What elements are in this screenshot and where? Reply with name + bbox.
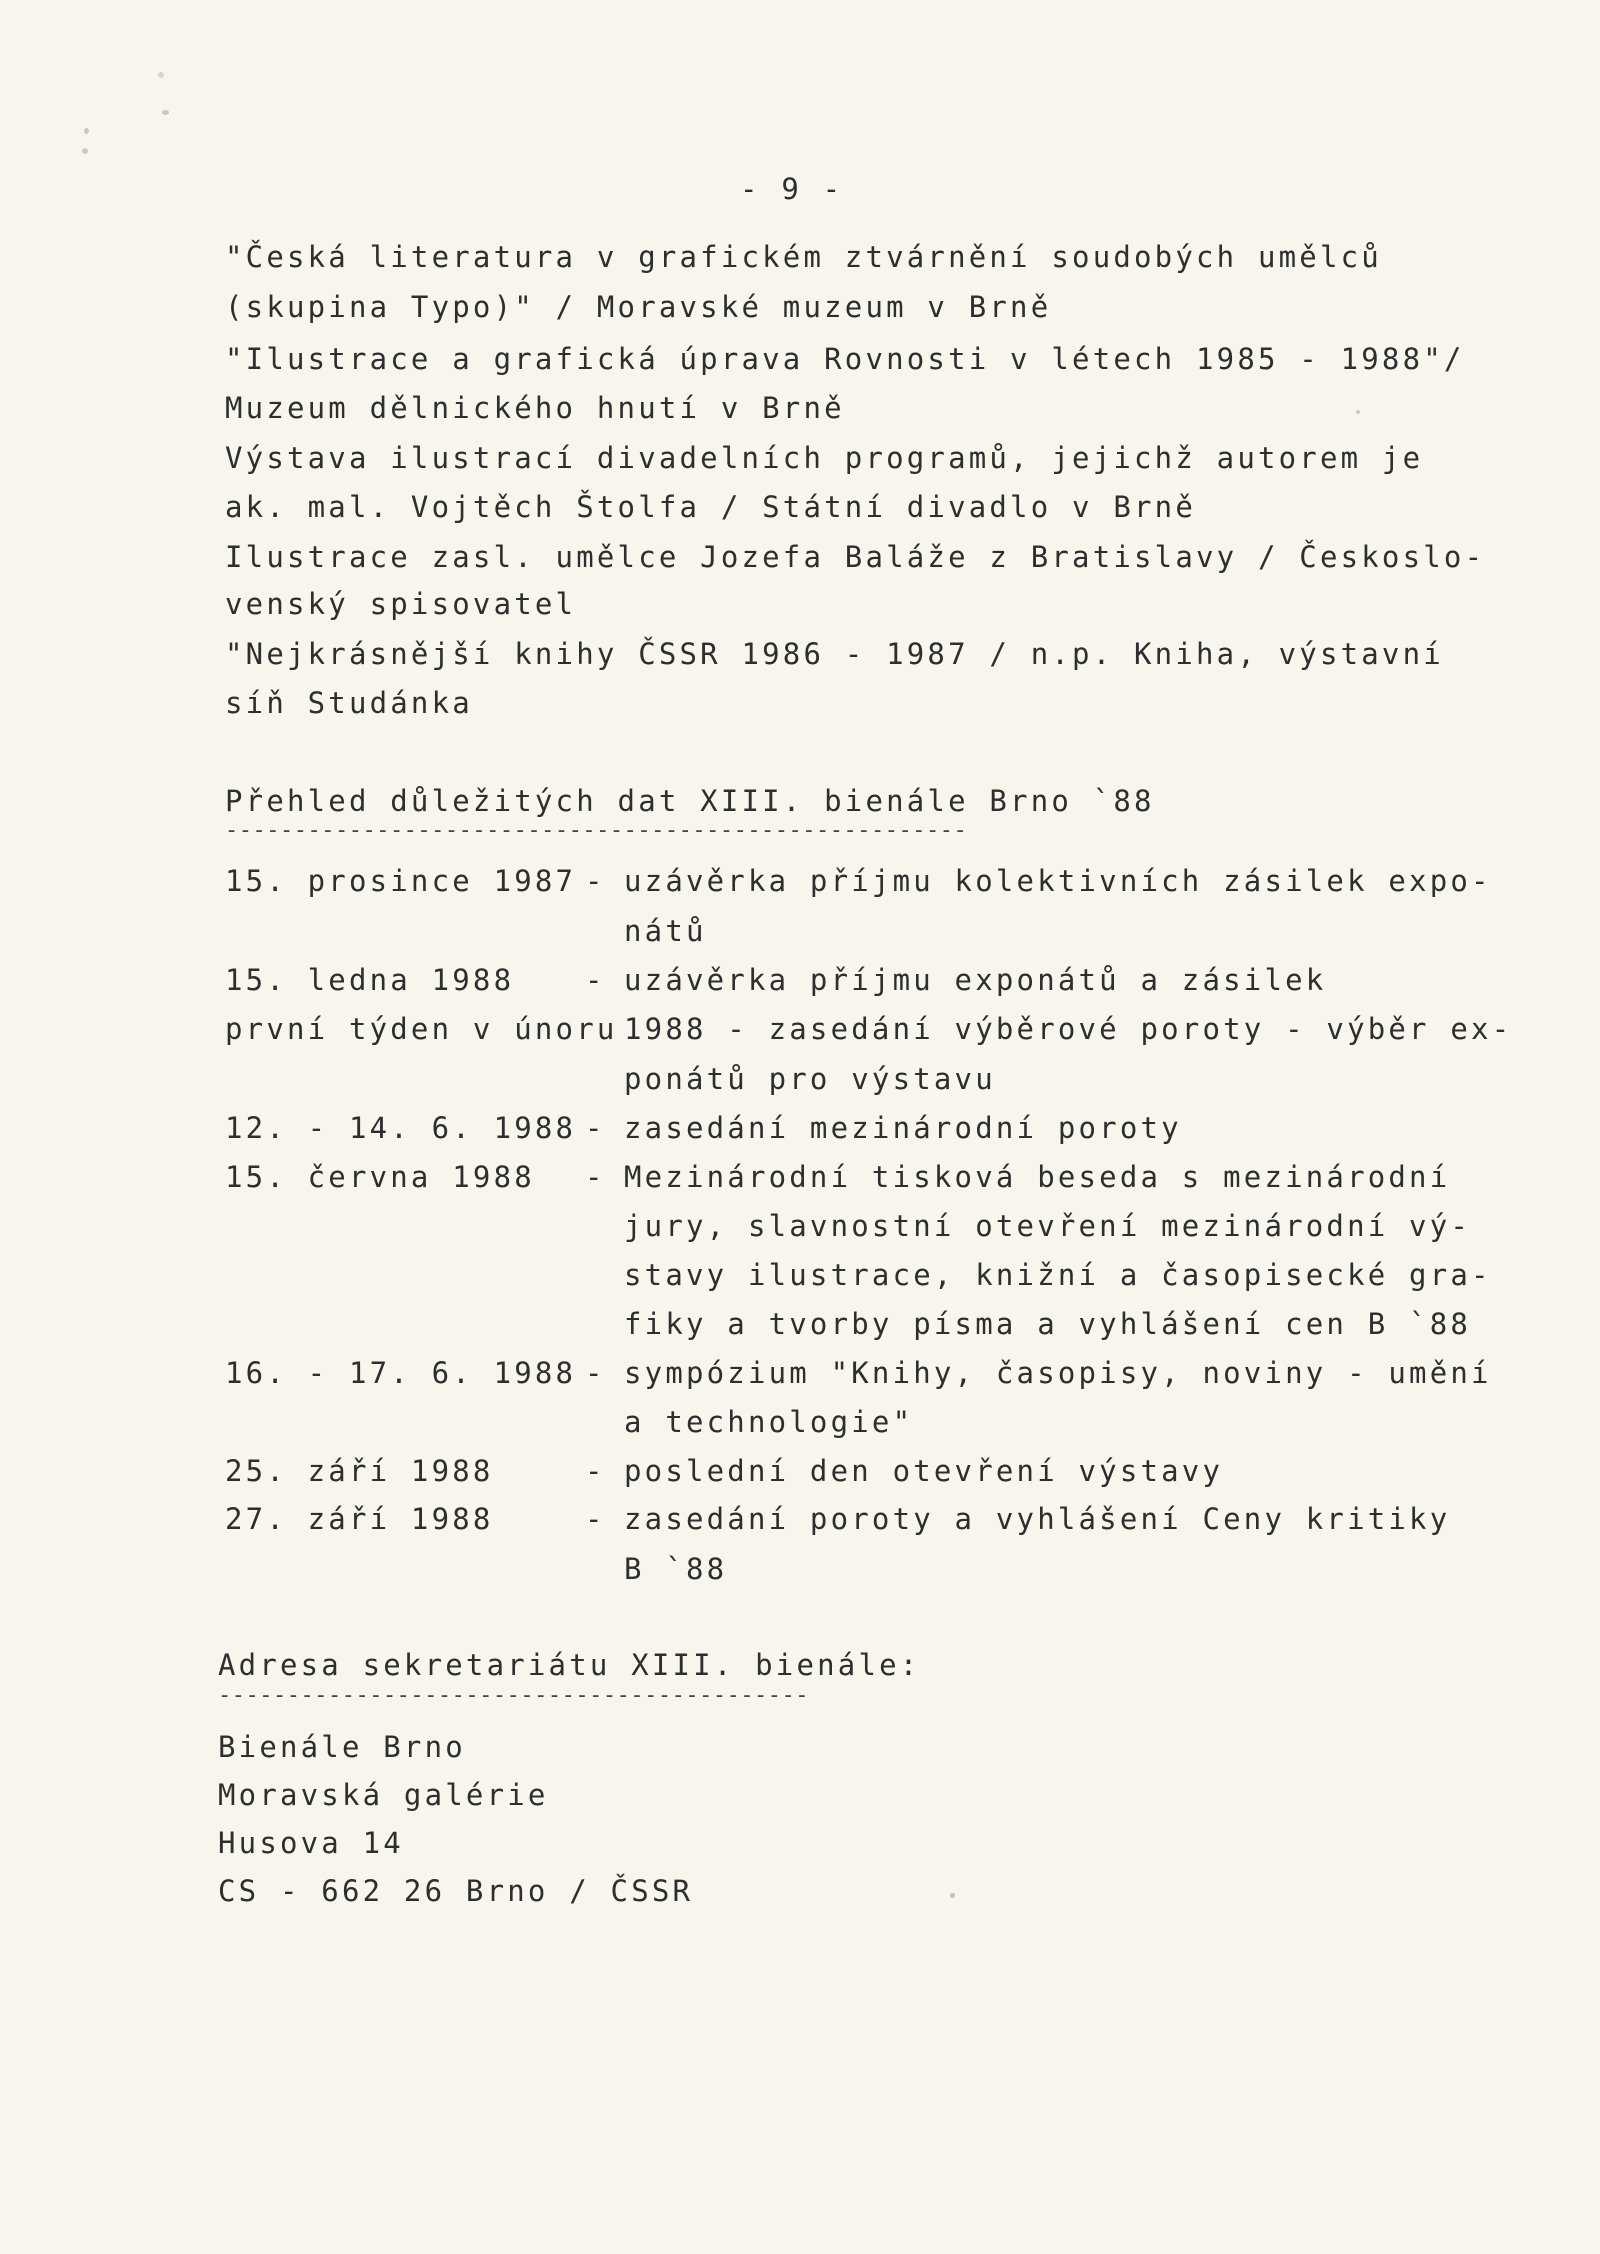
exhibition-line: síň Studánka (225, 686, 473, 720)
schedule-text: 1988 - zasedání výběrové poroty - výběr ex- (624, 1012, 1513, 1046)
schedule-text: uzávěrka příjmu kolektivních zásilek expo- (624, 864, 1492, 898)
exhibition-line: Muzeum dělnického hnutí v Brně (225, 391, 845, 425)
schedule-text: zasedání mezinárodní poroty (624, 1111, 1182, 1145)
address-line: Husova 14 (218, 1826, 404, 1860)
schedule-text: poslední den otevření výstavy (624, 1454, 1224, 1488)
schedule-dash: - (585, 963, 606, 997)
paper-mark (162, 110, 169, 115)
schedule-dash: - (585, 864, 606, 898)
exhibition-line: "Nejkrásnější knihy ČSSR 1986 - 1987 / n.p. Kniha, výstavní (225, 637, 1444, 671)
exhibition-line: Výstava ilustrací divadelních programů, jejichž autorem je (225, 441, 1424, 475)
schedule-text: B `88 (624, 1552, 728, 1586)
paper-mark (1356, 410, 1360, 414)
schedule-text: stavy ilustrace, knižní a časopisecké gra- (624, 1258, 1492, 1292)
schedule-text: nátů (624, 914, 707, 948)
exhibition-line: "Ilustrace a grafická úprava Rovnosti v létech 1985 - 1988"/ (225, 342, 1465, 376)
schedule-dash: - (585, 1454, 606, 1488)
schedule-date: 25. září 1988 (225, 1454, 494, 1488)
paper-mark (158, 72, 164, 78)
schedule-text: jury, slavnostní otevření mezinárodní vý- (624, 1209, 1472, 1243)
schedule-dash: - (585, 1160, 606, 1194)
schedule-dash: - (585, 1356, 606, 1390)
address-line: Bienále Brno (218, 1730, 466, 1764)
schedule-text: uzávěrka příjmu exponátů a zásilek (624, 963, 1327, 997)
schedule-text: zasedání poroty a vyhlášení Ceny kritiky (624, 1502, 1451, 1536)
address-heading: Adresa sekretariátu XIII. bienále: (218, 1648, 921, 1682)
exhibition-line: Ilustrace zasl. umělce Jozefa Baláže z Bratislavy / Českoslo- (225, 540, 1486, 574)
schedule-text: Mezinárodní tisková beseda s mezinárodní (624, 1160, 1451, 1194)
paper-mark (84, 128, 89, 134)
address-line: Moravská galérie (218, 1778, 549, 1812)
address-line: CS - 662 26 Brno / ČSSR (218, 1874, 694, 1908)
schedule-date: 15. června 1988 (225, 1160, 535, 1194)
schedule-text: a technologie" (624, 1405, 914, 1439)
schedule-text: sympózium "Knihy, časopisy, noviny - umění (624, 1356, 1492, 1390)
schedule-date: 15. prosince 1987 (225, 864, 577, 898)
paper-mark (950, 1893, 955, 1898)
exhibition-line: venský spisovatel (225, 587, 577, 621)
page-number: - 9 - (740, 172, 844, 206)
exhibition-line: "Česká literatura v grafickém ztvárnění soudobých umělců (225, 240, 1382, 274)
dates-heading: Přehled důležitých dat XIII. bienále Brno `88 (225, 784, 1155, 818)
schedule-date: 12. - 14. 6. 1988 (225, 1111, 577, 1145)
schedule-text: fiky a tvorby písma a vyhlášení cen B `88 (624, 1307, 1472, 1341)
exhibition-line: (skupina Typo)" / Moravské muzeum v Brně (225, 290, 1052, 324)
schedule-dash: - (585, 1111, 606, 1145)
address-heading-underline: ------------------------------------------- (218, 1683, 810, 1708)
schedule-text: ponátů pro výstavu (624, 1062, 996, 1096)
schedule-date: 16. - 17. 6. 1988 (225, 1356, 577, 1390)
schedule-dash: - (585, 1502, 606, 1536)
paper-mark (82, 148, 88, 154)
schedule-date: první týden v únoru (225, 1012, 618, 1046)
schedule-date: 15. ledna 1988 (225, 963, 515, 997)
schedule-date: 27. září 1988 (225, 1502, 494, 1536)
exhibition-line: ak. mal. Vojtěch Štolfa / Státní divadlo v Brně (225, 490, 1196, 524)
dates-heading-underline: ------------------------------------------------------ (225, 818, 968, 843)
